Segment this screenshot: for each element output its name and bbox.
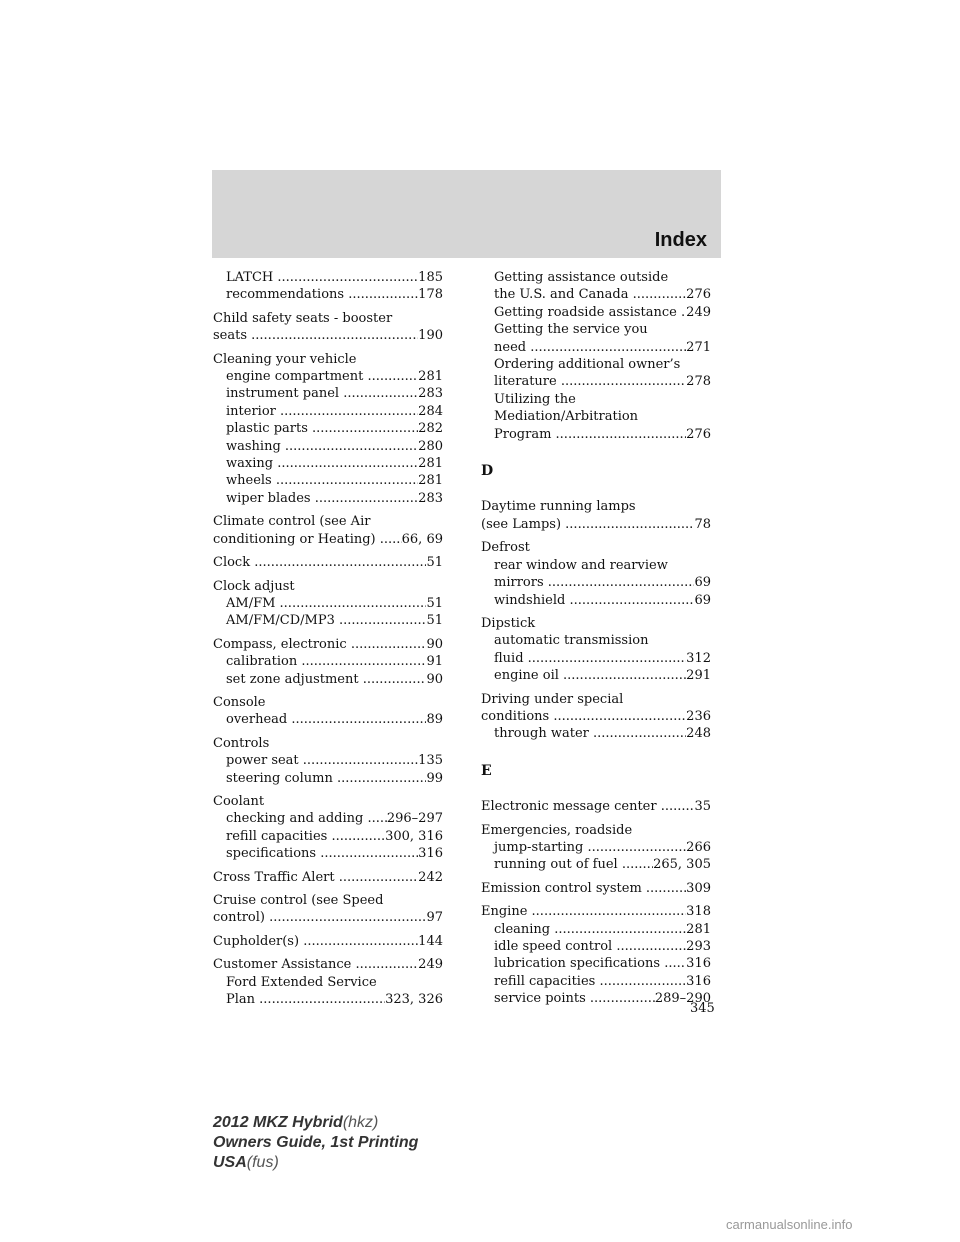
index-entry (481, 880, 711, 897)
index-entry-term: instrument panel ..... (226, 386, 443, 401)
index-entry-term: Daytime running lamps (481, 499, 636, 515)
document-footer (213, 1113, 418, 1173)
index-entry (481, 516, 711, 533)
index-entry-term: waxing ..... (226, 456, 443, 471)
index-entry-term: AM/FM ..... (226, 596, 443, 611)
index-entry-page: 185 (418, 270, 443, 285)
index-entry-term: Emission control system ..... (481, 881, 711, 896)
index-entry-page: 66, 69 (401, 531, 443, 547)
index-entry (213, 869, 443, 886)
index-entry-term: Electronic message center ..... (481, 799, 711, 814)
index-entry-term: specifications ..... (226, 846, 443, 861)
index-entry-term: the U.S. and Canada ..... (494, 287, 711, 302)
index-entry (481, 539, 711, 556)
index-entry-term: wiper blades ..... (226, 491, 443, 506)
index-entry (481, 408, 711, 425)
index-entry (481, 557, 711, 574)
index-entry-term: jump-starting ..... (494, 840, 711, 855)
index-entry (213, 956, 443, 973)
header-band (212, 170, 721, 258)
index-entry (481, 574, 711, 591)
index-entry (213, 472, 443, 489)
index-entry (481, 339, 711, 356)
index-entry-page: 265, 305 (653, 857, 711, 873)
index-entry-page: 281 (418, 369, 443, 385)
footer-market-code: (fus) (246, 1154, 279, 1171)
index-entry-term: need ..... (494, 340, 711, 355)
index-entry-term: Getting assistance outside (494, 270, 669, 285)
index-entry-term: AM/FM/CD/MP3 ..... (226, 613, 443, 628)
index-entry (213, 438, 443, 455)
index-entry (481, 990, 711, 1007)
index-entry-page: 99 (426, 770, 443, 786)
index-entry (481, 691, 711, 708)
index-entry-term: Console (213, 694, 266, 710)
footer-line-3 (213, 1153, 418, 1173)
index-entry-term: Ford Extended Service (226, 974, 377, 990)
index-entry-term: Child safety seats - booster (213, 310, 393, 326)
index-entry (213, 531, 443, 548)
index-entry-term: Dipstick (481, 615, 536, 631)
index-entry-page: 280 (418, 438, 443, 454)
index-entry-page: 316 (686, 956, 711, 972)
index-entry (481, 839, 711, 856)
index-entry-term: Emergencies, roadside (481, 822, 633, 838)
index-entry (213, 513, 443, 530)
index-entry (213, 892, 443, 909)
index-entry-term: Cruise control (see Speed (213, 893, 384, 908)
index-entry-page: 51 (426, 613, 443, 629)
index-entry (213, 286, 443, 303)
index-entry (481, 955, 711, 972)
index-entry-term: refill capacities ..... (226, 829, 443, 844)
index-entry (213, 420, 443, 437)
index-entry (481, 725, 711, 742)
index-entry (481, 391, 711, 408)
index-entry-page: 281 (418, 473, 443, 489)
index-entry-page: 283 (418, 386, 443, 402)
index-entry (213, 974, 443, 991)
index-entry-page: 91 (426, 654, 443, 670)
footer-model-code: (hkz) (342, 1114, 379, 1131)
index-entry-term: Clock adjust (213, 578, 295, 594)
index-entry-page: 271 (686, 339, 711, 355)
index-entry (213, 793, 443, 810)
index-entry (481, 373, 711, 390)
footer-model: 2012 MKZ Hybrid (213, 1114, 343, 1131)
index-entry-term: wheels ..... (226, 473, 443, 488)
index-entry-term: power seat ..... (226, 753, 443, 768)
index-entry-term: checking and adding ..... (226, 811, 443, 826)
index-entry (481, 269, 711, 286)
index-entry-page: 51 (426, 555, 443, 571)
index-entry-term: Ordering additional owner’s (494, 357, 681, 373)
index-entry-page: 309 (686, 880, 711, 896)
index-entry (213, 845, 443, 862)
index-entry (213, 671, 443, 688)
index-entry-page: 35 (694, 799, 711, 815)
index-entry-page: 90 (426, 636, 443, 652)
index-entry (213, 810, 443, 827)
index-entry (213, 828, 443, 845)
index-entry-term: cleaning ..... (494, 922, 711, 937)
index-entry (481, 856, 711, 873)
index-entry-term: set zone adjustment ..... (226, 672, 443, 687)
index-entry (481, 356, 711, 373)
index-entry-term: washing ..... (226, 439, 443, 454)
index-entry-term: Program ..... (494, 427, 711, 442)
index-entry (213, 490, 443, 507)
index-entry (481, 286, 711, 303)
index-entry-page: 291 (686, 668, 711, 684)
index-entry-page: 190 (418, 328, 443, 344)
index-entry-term: fluid ..... (494, 651, 711, 666)
index-entry (481, 973, 711, 990)
index-entry-term: service points ..... (494, 991, 711, 1006)
index-entry-term: control) ..... (213, 910, 443, 925)
index-entry (213, 653, 443, 670)
index-entry (213, 327, 443, 344)
index-entry-term: Compass, electronic ..... (213, 637, 443, 652)
index-entry-page: 281 (418, 456, 443, 472)
index-entry (213, 595, 443, 612)
footer-market: USA (213, 1154, 247, 1171)
index-entry-page: 248 (686, 726, 711, 742)
index-entry (213, 578, 443, 595)
index-entry-term: Cleaning your vehicle (213, 351, 357, 367)
index-entry-term: Utilizing the (494, 391, 576, 407)
index-entry (481, 426, 711, 443)
index-entry-page: 135 (418, 753, 443, 769)
index-entry (213, 554, 443, 571)
index-entry (213, 385, 443, 402)
index-entry-term: Getting roadside assistance ..... (494, 305, 711, 320)
index-entry-page: 90 (426, 671, 443, 687)
index-entry-term: Defrost (481, 540, 530, 556)
index-entry-page: 78 (694, 516, 711, 532)
index-entry-page: 89 (426, 712, 443, 728)
index-entry (481, 321, 711, 338)
index-entry-page: 300, 316 (385, 828, 443, 844)
index-entry-page: 276 (686, 287, 711, 303)
index-entry-term: overhead ..... (226, 712, 443, 727)
index-entry-term: conditioning or Heating) ..... (213, 532, 443, 547)
index-entry-page: 283 (418, 490, 443, 506)
index-entry (481, 304, 711, 321)
index-entry-page: 282 (418, 421, 443, 437)
index-entry-term: seats ..... (213, 328, 443, 343)
index-entry-page: 97 (426, 910, 443, 926)
page-number: 345 (690, 1001, 715, 1016)
index-entry-page: 242 (418, 869, 443, 885)
index-entry-term: Mediation/Arbitration (494, 409, 639, 425)
index-column-left (213, 269, 443, 1008)
index-entry (213, 694, 443, 711)
index-entry (213, 752, 443, 769)
index-entry-page: 69 (694, 575, 711, 591)
index-entry-term: calibration ..... (226, 654, 443, 669)
watermark: carmanualsonline.info (726, 1217, 853, 1232)
index-entry-term: Cross Traffic Alert ..... (213, 870, 443, 885)
index-entry-term: mirrors ..... (494, 575, 711, 590)
footer-line-1 (213, 1113, 418, 1133)
index-entry-page: 278 (686, 374, 711, 390)
index-entry-page: 69 (694, 592, 711, 608)
footer-line-2: Owners Guide, 1st Printing (213, 1134, 419, 1151)
index-entry (481, 498, 711, 515)
index-entry-page: 144 (418, 933, 443, 949)
index-entry-page: 284 (418, 403, 443, 419)
index-entry (481, 615, 711, 632)
index-entry (213, 711, 443, 728)
index-entry (481, 822, 711, 839)
index-entry-term: plastic parts ..... (226, 421, 443, 436)
index-entry (481, 667, 711, 684)
index-entry (481, 708, 711, 725)
index-entry (213, 368, 443, 385)
index-entry-term: LATCH ..... (226, 270, 443, 285)
index-entry (213, 636, 443, 653)
index-entry-term: engine compartment ..... (226, 369, 443, 384)
index-entry-page: 296–297 (386, 811, 443, 827)
index-entry-term: Plan ..... (226, 992, 443, 1007)
index-entry-page: 289–290 (654, 991, 711, 1007)
index-entry-page: 266 (686, 839, 711, 855)
index-entry (481, 798, 711, 815)
index-entry-page: 51 (426, 595, 443, 611)
index-entry-term: recommendations ..... (226, 287, 443, 302)
page-title: Index (654, 229, 707, 251)
index-entry-term: Clock ..... (213, 555, 443, 570)
index-letter-heading: D (481, 463, 494, 480)
index-entry (481, 938, 711, 955)
index-entry (481, 921, 711, 938)
index-entry-page: 249 (686, 304, 711, 320)
index-entry-page: 312 (686, 650, 711, 666)
index-entry (481, 650, 711, 667)
index-entry-term: literature ..... (494, 374, 711, 389)
index-entry-term: windshield ..... (494, 593, 711, 608)
index-entry-page: 323, 326 (385, 992, 443, 1008)
index-entry-page: 316 (418, 846, 443, 862)
index-entry-page: 316 (686, 973, 711, 989)
index-entry (213, 455, 443, 472)
index-entry (481, 592, 711, 609)
index-entry (213, 735, 443, 752)
index-entry-page: 249 (418, 957, 443, 973)
index-entry-page: 178 (418, 287, 443, 303)
index-entry (213, 351, 443, 368)
index-column-right (481, 269, 711, 1008)
index-entry-term: Coolant (213, 793, 265, 809)
index-entry-term: through water ..... (494, 726, 711, 741)
index-entry-term: Getting the service you (494, 322, 648, 338)
index-entry-term: refill capacities ..... (494, 974, 711, 989)
index-entry (213, 933, 443, 950)
index-entry-page: 276 (686, 426, 711, 442)
index-entry-term: lubrication specifications ..... (494, 956, 711, 971)
index-entry-term: steering column ..... (226, 771, 443, 786)
index-letter-heading: E (481, 762, 492, 779)
index-entry-term: (see Lamps) ..... (481, 517, 711, 532)
index-entry-term: Customer Assistance ..... (213, 957, 443, 972)
index-entry-term: automatic transmission (494, 633, 649, 649)
index-entry (213, 909, 443, 926)
index-entry-term: Cupholder(s) ..... (213, 934, 443, 949)
index-entry (213, 403, 443, 420)
index-entry-term: idle speed control ..... (494, 939, 711, 954)
index-entry (213, 770, 443, 787)
index-entry-term: engine oil ..... (494, 668, 711, 683)
index-entry (213, 310, 443, 327)
index-entry (213, 991, 443, 1008)
index-entry (213, 612, 443, 629)
index-entry-term: rear window and rearview (494, 557, 668, 573)
index-entry-term: Engine ..... (481, 904, 711, 919)
index-entry-page: 293 (686, 939, 711, 954)
index-entry (481, 632, 711, 649)
index-entry-page: 236 (686, 708, 711, 724)
index-entry-term: Climate control (see Air (213, 514, 371, 530)
index-entry-term: interior ..... (226, 404, 443, 419)
index-entry-term: Driving under special (481, 691, 624, 707)
index-entry-term: running out of fuel ..... (494, 857, 711, 872)
index-entry-page: 318 (686, 904, 711, 920)
index-entry-term: Controls (213, 735, 270, 751)
index-entry-page: 281 (686, 921, 711, 937)
index-entry (481, 903, 711, 920)
index-entry (213, 269, 443, 286)
index-entry-term: conditions ..... (481, 709, 711, 724)
